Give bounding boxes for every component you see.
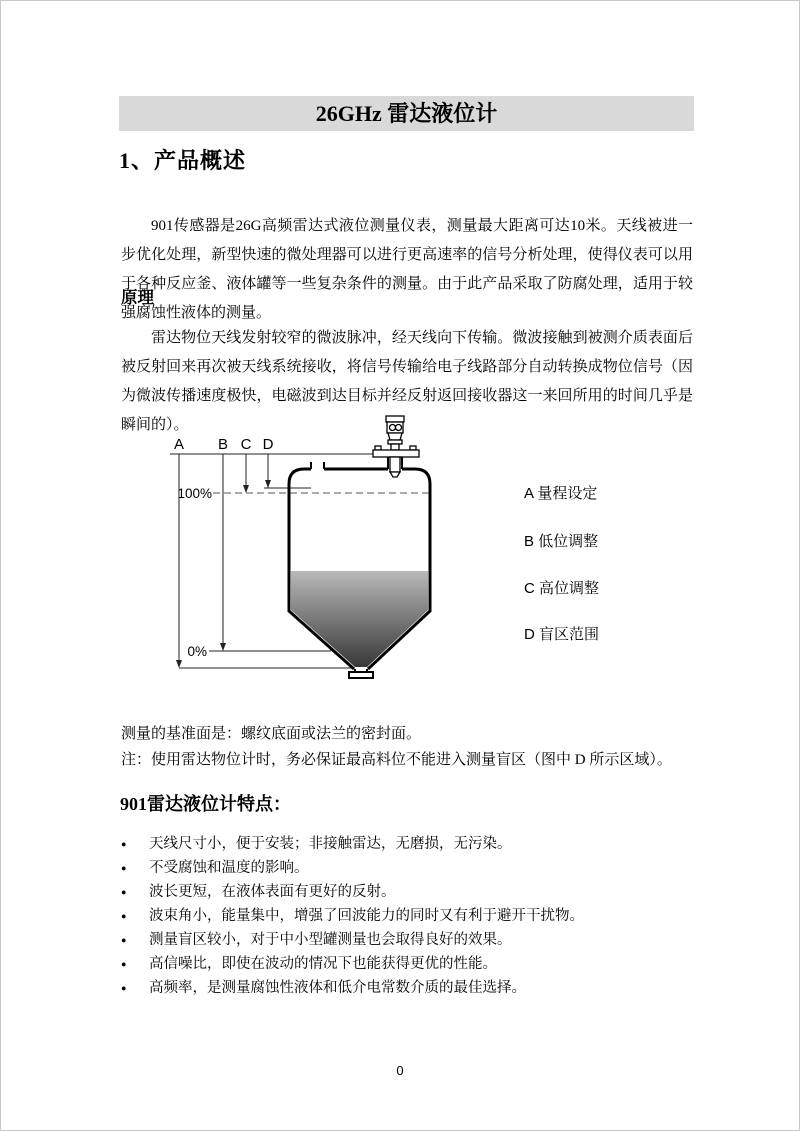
- liquid-fill: [291, 571, 428, 667]
- bullet-icon: ●: [121, 959, 127, 969]
- bullet-icon: ●: [121, 911, 127, 921]
- marker-label-d: D: [262, 436, 274, 453]
- outlet-flange: [349, 672, 373, 678]
- sensor-dial-left-icon: [390, 425, 396, 431]
- list-item: [121, 952, 701, 976]
- list-item: [121, 832, 701, 856]
- arrow-a-icon: [176, 660, 182, 668]
- bullet-icon: ●: [121, 983, 127, 993]
- feature-text: 高信噪比，即使在波动的情况下也能获得更优的性能。: [149, 956, 497, 972]
- bullet-icon: ●: [121, 935, 127, 945]
- legend-item-d: D 盲区范围: [524, 626, 600, 643]
- page-number: 0: [396, 1063, 404, 1078]
- tank-diagram-svg: [121, 406, 681, 706]
- overview-paragraph: 901传感器是26G高频雷达式液位测量仪表，测量最大距离可达10米。天线被进一步优化处理，新型快速的微处理器可以进行更高速率的信号分析处理，使得仪表可以用于各种反应釜、液体罐等一些复杂条件的测量。由于此产品采取了防腐处理，适用于较强腐蚀性液体的测量。: [121, 218, 693, 321]
- list-item: [121, 904, 701, 928]
- principle-heading: 原理: [121, 288, 154, 307]
- arrow-b-icon: [220, 643, 226, 651]
- level-label-100: 100%: [177, 486, 212, 501]
- antenna-horn: [390, 457, 400, 472]
- sensor-neck: [391, 444, 399, 450]
- bullet-icon: ●: [121, 839, 127, 849]
- list-item: [121, 856, 701, 880]
- measurement-base-note: 测量的基准面是：螺纹底面或法兰的密封面。: [121, 726, 422, 742]
- tank-measurement-diagram: [121, 406, 681, 706]
- arrow-c-icon: [243, 485, 249, 493]
- bullet-icon: ●: [121, 887, 127, 897]
- mounting-flange: [373, 450, 419, 457]
- bullet-icon: ●: [121, 863, 127, 873]
- level-label-0: 0%: [187, 644, 207, 659]
- document-title: 26GHz 雷达液位计: [315, 101, 498, 126]
- diagram-legend: [524, 485, 599, 643]
- top-nozzle-ticks: [311, 462, 324, 469]
- section-heading-overview: 1、产品概述: [119, 148, 247, 173]
- marker-label-c: C: [240, 436, 252, 453]
- blind-zone-warning-note: 注：使用雷达物位计时，务必保证最高料位不能进入测量盲区（图中 D 所示区域）。: [121, 752, 672, 768]
- document-title-bar: [119, 96, 694, 131]
- arrow-d-icon: [265, 480, 271, 488]
- list-item: [121, 880, 701, 904]
- sensor-lid: [386, 416, 404, 422]
- principle-paragraph: 雷达物位天线发射较窄的微波脉冲，经天线向下传输。微波接触到被测介质表面后被反射回来再次被天线系统接收，将信号传输给电子线路部分自动转换成物位信号（因为微波传播速度极快，电磁波到达目标并经反射返回接收器这一来回所用的时间几乎是瞬间的）。: [121, 330, 693, 433]
- legend-item-b: B 低位调整: [524, 533, 599, 550]
- marker-label-a: A: [173, 436, 185, 453]
- list-item: [121, 976, 701, 1000]
- feature-text: 高频率，是测量腐蚀性液体和低介电常数介质的最佳选择。: [149, 980, 526, 996]
- list-item: [121, 928, 701, 952]
- antenna-tip: [390, 472, 400, 477]
- sensor-dial-right-icon: [396, 425, 402, 431]
- feature-text: 天线尺寸小，便于安装；非接触雷达，无磨损，无污染。: [149, 836, 512, 852]
- marker-label-b: B: [217, 436, 229, 453]
- feature-text: 波束角小，能量集中，增强了回波能力的同时又有利于避开干扰物。: [149, 908, 584, 924]
- legend-item-a: A 量程设定: [524, 485, 598, 502]
- feature-text: 不受腐蚀和温度的影响。: [149, 860, 309, 876]
- feature-text: 波长更短，在液体表面有更好的反射。: [149, 884, 396, 900]
- legend-item-c: C 高位调整: [524, 580, 600, 597]
- feature-text: 测量盲区较小，对于中小型罐测量也会取得良好的效果。: [149, 932, 512, 948]
- sensor-taper: [388, 433, 402, 440]
- features-list: [121, 832, 701, 1000]
- features-heading: 901雷达液位计特点：: [120, 794, 291, 814]
